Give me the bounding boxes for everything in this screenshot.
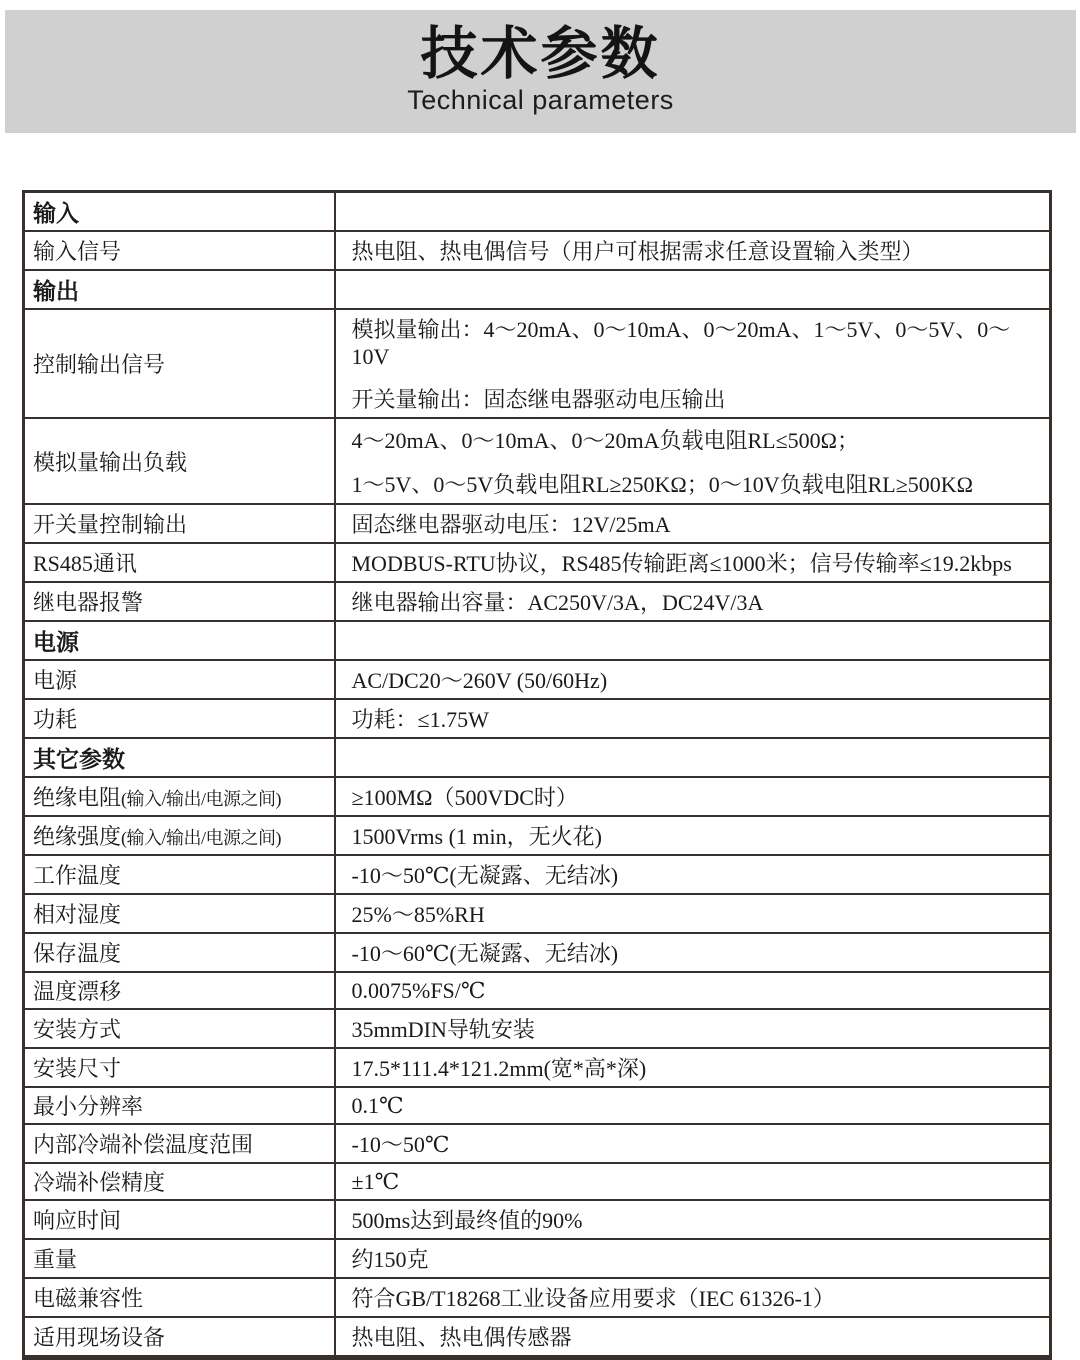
row-value-line: 35mmDIN导轨安装 [351, 1017, 535, 1042]
row-value-line: 1500Vrms (1 min，无火花) [351, 824, 602, 849]
row-value-line: 热电阻、热电偶信号（用户可根据需求任意设置输入类型） [351, 239, 924, 264]
row-label-cell [24, 855, 335, 894]
row-value-cell [335, 660, 1051, 699]
spec-row [24, 1278, 1051, 1317]
row-value-line: 热电阻、热电偶传感器 [351, 1325, 572, 1350]
row-label-cell [24, 894, 335, 933]
row-label-cell [24, 1048, 335, 1087]
row-label-note: (输入/输出/电源之间) [121, 789, 282, 809]
header-band [5, 10, 1076, 133]
row-value-cell [335, 1009, 1051, 1048]
spec-row [24, 1200, 1051, 1239]
row-value-line: 25%～85%RH [351, 902, 485, 927]
row-label-cell [24, 582, 335, 621]
row-value-line: 500ms达到最终值的90% [351, 1208, 583, 1233]
spec-row [24, 777, 1051, 816]
row-label-cell [24, 660, 335, 699]
row-value-cell [335, 543, 1051, 582]
row-label-cell [24, 1163, 335, 1200]
spec-row [24, 1163, 1051, 1200]
row-value-cell [335, 699, 1051, 738]
spec-row [24, 231, 1051, 270]
spec-row [24, 543, 1051, 582]
row-label-cell [24, 504, 335, 543]
spec-row [24, 1317, 1051, 1358]
row-label-cell [24, 1087, 335, 1124]
row-value-cell [335, 231, 1051, 270]
row-value-cell [335, 1163, 1051, 1200]
row-value-cell [335, 1239, 1051, 1278]
row-value-cell [335, 1124, 1051, 1163]
row-label-cell [24, 738, 335, 777]
row-value-cell [335, 1048, 1051, 1087]
spec-row [24, 1087, 1051, 1124]
row-value-line: -10～50℃(无凝露、无结冰) [351, 863, 619, 888]
row-value-cell [335, 816, 1051, 855]
section-row [24, 192, 1051, 232]
page-title: 技术参数 [420, 22, 661, 86]
row-value-line: ≥100MΩ（500VDC时） [351, 785, 578, 810]
section-row [24, 738, 1051, 777]
row-value-line: 4～20mA、0～10mA、0～20mA负载电阻RL≤500Ω； [351, 427, 860, 453]
row-label-cell [24, 192, 335, 232]
row-label-cell [24, 1009, 335, 1048]
row-value-line: ±1℃ [351, 1168, 400, 1194]
row-label-cell [24, 972, 335, 1009]
row-value-line: 17.5*111.4*121.2mm(宽*高*深) [351, 1056, 647, 1081]
spec-row [24, 418, 1051, 504]
spec-row [24, 699, 1051, 738]
spec-row [24, 972, 1051, 1009]
row-label-note: (输入/输出/电源之间) [121, 828, 282, 848]
row-label: 功耗 [33, 707, 78, 732]
row-label-cell [24, 621, 335, 660]
spec-row [24, 309, 1051, 418]
row-label-cell [24, 1317, 335, 1358]
row-label: 电源 [33, 629, 79, 655]
row-label: 冷端补偿精度 [33, 1170, 166, 1195]
row-label: 内部冷端补偿温度范围 [33, 1132, 254, 1157]
row-label: 开关量控制输出 [33, 512, 188, 537]
row-value-cell [335, 1200, 1051, 1239]
row-value-line: AC/DC20～260V (50/60Hz) [351, 668, 608, 693]
row-value-line: 0.0075%FS/℃ [351, 977, 486, 1003]
row-value-cell [335, 270, 1051, 309]
row-value-cell [335, 582, 1051, 621]
row-value-line: 继电器输出容量：AC250V/3A，DC24V/3A [351, 590, 764, 615]
spec-table [22, 190, 1052, 1360]
page-subtitle: Technical parameters [407, 85, 674, 115]
row-value-cell [335, 1087, 1051, 1124]
row-value-line: 固态继电器驱动电压：12V/25mA [351, 512, 671, 537]
row-value-line: 约150克 [351, 1247, 429, 1272]
spec-row [24, 1009, 1051, 1048]
row-label: 安装尺寸 [33, 1056, 122, 1081]
row-value-cell [335, 777, 1051, 816]
row-label: 绝缘强度 [33, 824, 122, 849]
row-label-cell [24, 816, 335, 855]
spec-row [24, 504, 1051, 543]
row-value-cell [335, 309, 1051, 418]
row-label-cell [24, 1239, 335, 1278]
row-label: 适用现场设备 [33, 1325, 166, 1350]
row-label-cell [24, 777, 335, 816]
spec-row [24, 1048, 1051, 1087]
row-value-cell [335, 894, 1051, 933]
spec-row [24, 894, 1051, 933]
row-value-line: 开关量输出：固态继电器驱动电压输出 [351, 387, 726, 412]
spec-row [24, 855, 1051, 894]
row-label: 电源 [33, 668, 78, 693]
row-value-cell [335, 855, 1051, 894]
row-value-line: -10～50℃ [351, 1132, 450, 1157]
row-value-line: MODBUS-RTU协议，RS485传输距离≤1000米；信号传输率≤19.2kbps [351, 551, 1012, 576]
row-value-cell [335, 192, 1051, 232]
row-label: 电磁兼容性 [33, 1286, 144, 1311]
row-label: 模拟量输出负载 [33, 449, 188, 475]
spec-row [24, 582, 1051, 621]
row-label-cell [24, 1278, 335, 1317]
row-value-cell [335, 418, 1051, 504]
row-value-cell [335, 1317, 1051, 1358]
row-label: 保存温度 [33, 941, 122, 966]
row-label: 输入 [33, 200, 79, 226]
row-value-line: -10～60℃(无凝露、无结冰) [351, 941, 619, 966]
row-label-cell [24, 699, 335, 738]
section-row [24, 270, 1051, 309]
spec-row [24, 1124, 1051, 1163]
row-label: 响应时间 [33, 1208, 122, 1233]
spec-row [24, 933, 1051, 972]
row-label: RS485通讯 [33, 551, 137, 576]
spec-row [24, 660, 1051, 699]
row-label-cell [24, 418, 335, 504]
row-value-line: 符合GB/T18268工业设备应用要求（IEC 61326-1） [351, 1286, 835, 1311]
row-value-line: 0.1℃ [351, 1092, 404, 1118]
row-value-cell [335, 621, 1051, 660]
row-value-line: 模拟量输出：4～20mA、0～10mA、0～20mA、1～5V、0～5V、0～10V [351, 317, 1011, 369]
row-label: 输入信号 [33, 239, 122, 264]
spec-table-body [24, 192, 1051, 1358]
row-value-cell [335, 1278, 1051, 1317]
row-label: 工作温度 [33, 863, 122, 888]
row-label: 继电器报警 [33, 590, 144, 615]
row-label: 最小分辨率 [33, 1094, 144, 1119]
section-row [24, 621, 1051, 660]
spec-row [24, 1239, 1051, 1278]
row-value-line: 1～5V、0～5V负载电阻RL≥250KΩ；0～10V负载电阻RL≥500KΩ [351, 471, 974, 497]
row-value-cell [335, 972, 1051, 1009]
row-label: 重量 [33, 1247, 78, 1272]
row-value-line: 功耗：≤1.75W [351, 707, 489, 732]
row-label-cell [24, 231, 335, 270]
row-label: 其它参数 [33, 746, 125, 772]
row-label: 控制输出信号 [33, 352, 166, 377]
row-label-cell [24, 1200, 335, 1239]
row-label: 相对湿度 [33, 902, 122, 927]
row-label-cell [24, 270, 335, 309]
row-value-cell [335, 738, 1051, 777]
row-label-cell [24, 309, 335, 418]
row-value-cell [335, 504, 1051, 543]
row-label: 温度漂移 [33, 979, 122, 1004]
row-label-cell [24, 543, 335, 582]
row-label-cell [24, 933, 335, 972]
row-label: 输出 [33, 278, 79, 304]
spec-row [24, 816, 1051, 855]
row-label: 绝缘电阻 [33, 785, 122, 810]
row-label-cell [24, 1124, 335, 1163]
row-value-cell [335, 933, 1051, 972]
row-label: 安装方式 [33, 1017, 122, 1042]
